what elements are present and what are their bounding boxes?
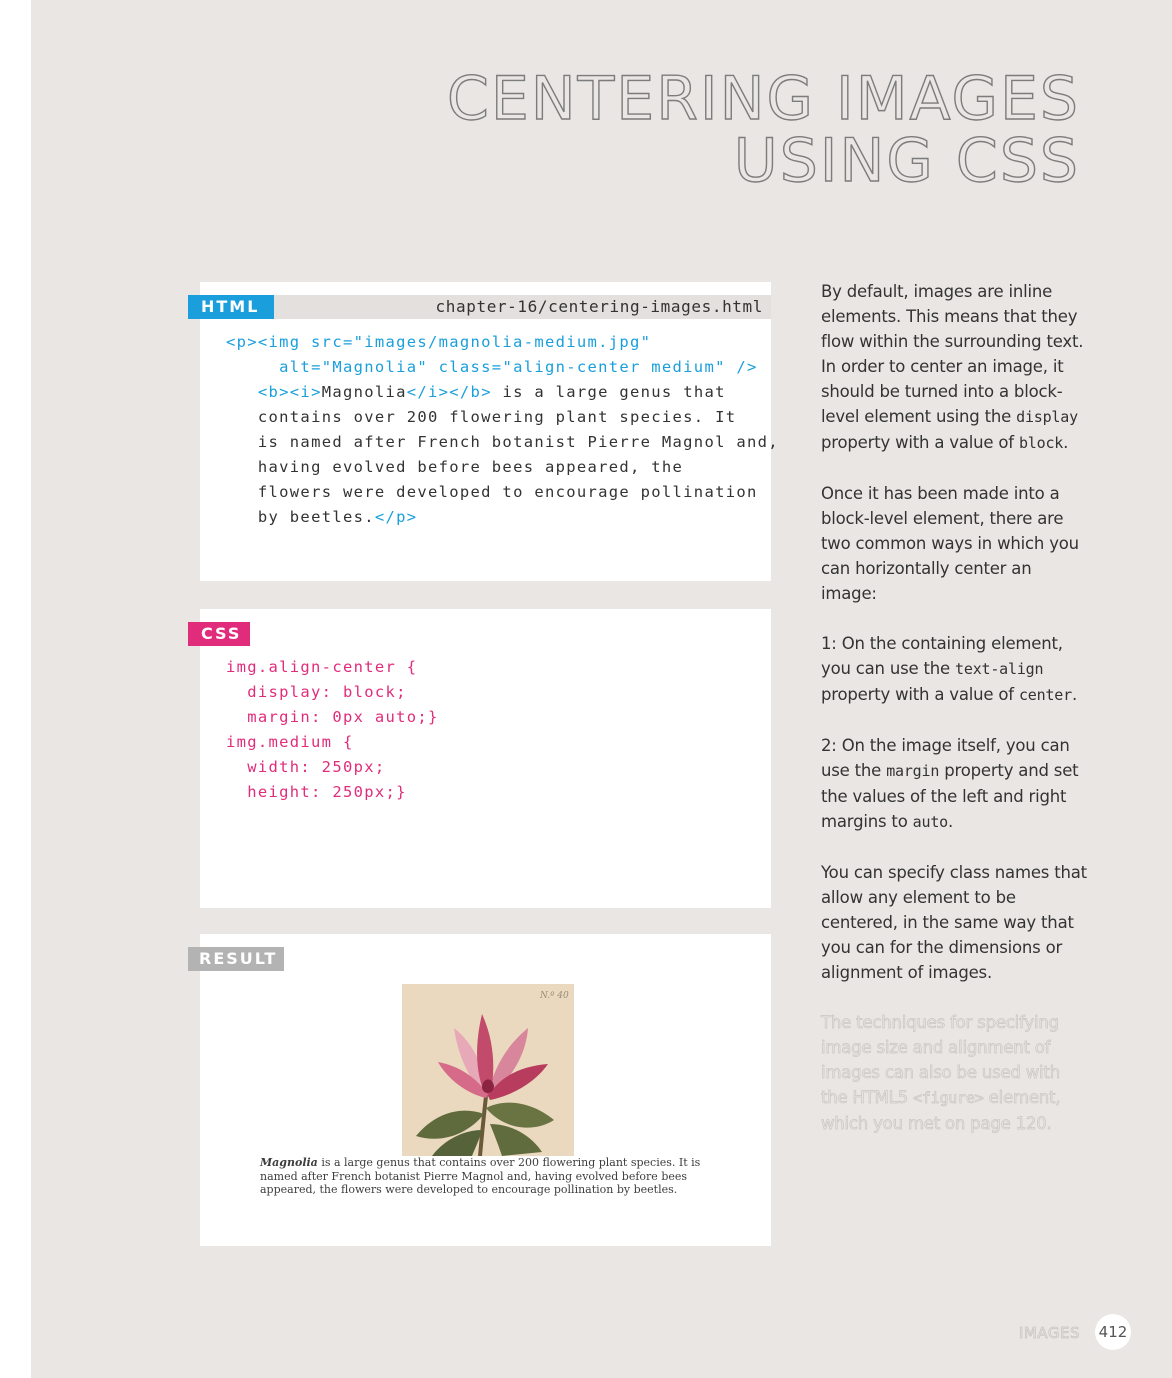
page-title-line-1: CENTERING IMAGES [446, 64, 1080, 134]
result-panel [200, 934, 771, 1246]
sidebar-p1-text-c: . [1063, 433, 1069, 452]
html-code-line-7: flowers were developed to encourage pollination [257, 483, 758, 501]
html-code-line-4: contains over 200 flowering plant species. It [257, 408, 737, 426]
html-code-line-5: is named after French botanist Pierre Magnol and, [257, 433, 779, 451]
sidebar-p4-text-b: property and set the values of the left and right margins to [821, 761, 1079, 831]
page-title-line-2: USING CSS [733, 126, 1080, 196]
html-label: HTML [188, 295, 274, 319]
sidebar-p4-code-auto: auto [912, 813, 948, 831]
magnolia-image [402, 984, 574, 1156]
sidebar-paragraph-1 [821, 279, 1091, 456]
sidebar-p3-text-b: property with a value of [821, 685, 1019, 704]
sidebar-p3-code-text-align: text-align [955, 660, 1044, 678]
sidebar-p3-text-a: 1: On the containing element, you can use the [821, 634, 1063, 678]
book-page [31, 0, 1172, 1378]
sidebar-p4-text-a: 2: On the image itself, you can use the [821, 736, 1070, 780]
css-label: CSS [188, 622, 250, 646]
sidebar-p3-text-c: . [1071, 685, 1077, 704]
sidebar-paragraph-4 [821, 733, 1091, 835]
html-code-line-6: having evolved before bees appeared, the [257, 458, 684, 476]
html-code-line-3-rest: is a large genus that [491, 383, 726, 401]
html-code-magnolia: Magnolia [321, 383, 407, 401]
footer-section-name: IMAGES [1019, 1324, 1080, 1342]
html-code-b-i-close: </i></b> [406, 383, 492, 401]
result-caption-bold: Magnolia [260, 1156, 318, 1169]
sidebar-note-code-figure: <figure> [912, 1089, 984, 1107]
html-filename: chapter-16/centering-images.html [435, 297, 763, 316]
result-caption [260, 1156, 730, 1197]
sidebar-paragraph-3 [821, 631, 1091, 708]
html-code-line-1: <p><img src="images/magnolia-medium.jpg" [226, 333, 652, 351]
page-number-badge: 412 [1095, 1314, 1131, 1350]
html-code-b-i-open: <b><i> [257, 383, 322, 401]
page-title [446, 64, 1080, 196]
sidebar-note-text-a: The techniques for specifying image size and alignment of images can also be used with the HTML5 [821, 1013, 1060, 1107]
sidebar-paragraph-2: Once it has been made into a block-level element, there are two common ways in which you can horizontally center an image: [821, 484, 1079, 603]
html-code-block [226, 330, 779, 530]
sidebar-p4-text-c: . [947, 812, 954, 831]
sidebar-p3-code-center: center [1018, 686, 1072, 704]
sidebar-note-text-b: element, which you met on page 120. [821, 1088, 1061, 1133]
html-code-line-8: by beetles. [257, 508, 375, 526]
html-code-panel [200, 282, 779, 581]
magnolia-illustration [402, 984, 574, 1156]
html-code-p-close: </p> [374, 508, 418, 526]
result-caption-text: is a large genus that contains over 200 flowering plant species. It is named after French botanist Pierre Magnol and, having evolved before bees appeared, the flowers were developed to encourage pollination by beetles. [260, 1156, 701, 1196]
sidebar-p1-code-display: display [1016, 408, 1078, 426]
sidebar-p1-code-block: block [1018, 434, 1064, 452]
sidebar-text [821, 279, 1091, 1161]
plate-number: N.º 40 [540, 991, 569, 1001]
result-label: RESULT [188, 947, 284, 971]
css-code-panel [200, 609, 771, 908]
sidebar-p1-text-a: By default, images are inline elements. This means that they flow within the surrounding text. In order to center an image, it should be turned into a block-level element using the [821, 282, 1084, 426]
sidebar-note [821, 1010, 1091, 1136]
sidebar-p1-text-b: property with a value of [821, 433, 1019, 452]
sidebar-paragraph-5: You can specify class names that allow any element to be centered, in the same way that you can for the dimensions or alignment of images. [821, 863, 1087, 982]
sidebar-p4-code-margin: margin [886, 762, 940, 780]
css-code-block: img.align-center { display: block; margin: 0px auto;} img.medium { width: 250px; height: 250px;} [226, 658, 439, 801]
html-code-line-2: alt="Magnolia" class="align-center medium" /> [279, 358, 758, 376]
